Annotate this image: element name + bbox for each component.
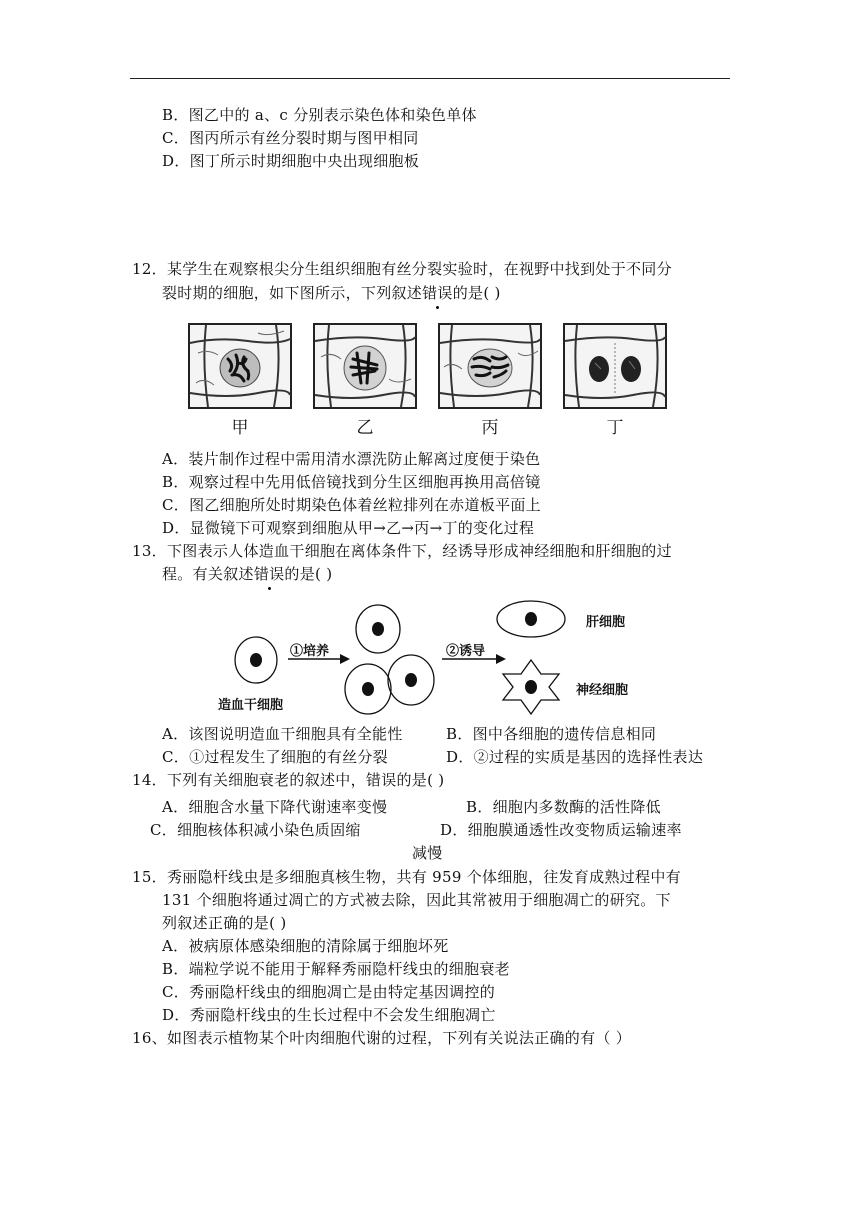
q12-stem-line2: 裂时期的细胞，如下图所示，下列叙述错误的是( ): [162, 284, 501, 302]
q14-option-d: D．细胞膜通透性改变物质运输速率: [440, 821, 682, 839]
q13-option-c: C．①过程发生了细胞的有丝分裂: [162, 748, 388, 766]
q15-option-b: B．端粒学说不能用于解释秀丽隐杆线虫的细胞衰老: [162, 960, 510, 978]
q11-option-d: D．图丁所示时期细胞中央出现细胞板: [162, 152, 420, 170]
q12-option-a: A．装片制作过程中需用清水漂洗防止解离过度便于染色: [162, 450, 541, 468]
figure-label-ding: 丁: [606, 418, 624, 438]
q13-option-b: B．图中各细胞的遗传信息相同: [446, 725, 657, 743]
arrow-culture-head: [340, 654, 350, 664]
q16-stem: 16、如图表示植物某个叶肉细胞代谢的过程，下列有关说法正确的有（ ）: [132, 1029, 632, 1047]
q12-stem-line1: 12．某学生在观察根尖分生组织细胞有丝分裂实验时，在视野中找到处于不同分: [132, 260, 672, 278]
q13-stem-line2: 程。有关叙述错误的是( ): [162, 565, 333, 583]
q14-option-d-cont: 减慢: [412, 844, 443, 862]
q15-stem-line3: 列叙述正确的是( ): [162, 914, 287, 932]
q13-option-d: D．②过程的实质是基因的选择性表达: [446, 748, 704, 766]
q13-stem-line1: 13．下图表示人体造血干细胞在离体条件下，经诱导形成神经细胞和肝细胞的过: [132, 542, 672, 560]
step1-label: ①培养: [290, 644, 330, 659]
q13-option-a: A．该图说明造血干细胞具有全能性: [162, 725, 403, 743]
figure-label-jia: 甲: [231, 418, 249, 438]
q12-option-d: D．显微镜下可观察到细胞从甲→乙→丙→丁的变化过程: [162, 519, 535, 537]
q15-stem-line2: 131 个细胞将通过凋亡的方式被去除，因此其常被用于细胞凋亡的研究。下: [162, 891, 671, 909]
q15-option-c: C．秀丽隐杆线虫的细胞凋亡是由特定基因调控的: [162, 983, 496, 1001]
liver-cell-label: 肝细胞: [586, 615, 626, 630]
q15-option-a: A．被病原体感染细胞的清除属于细胞坏死: [162, 937, 449, 955]
q12-emphasis: 错误: [422, 284, 453, 302]
q11-option-b: B．图乙中的 a、c 分别表示染色体和染色单体: [162, 106, 477, 124]
step2-label: ②诱导: [446, 644, 486, 659]
figure-label-yi: 乙: [356, 418, 374, 438]
q14-option-a: A．细胞含水量下降代谢速率变慢: [162, 798, 388, 816]
stem-cell-nucleus: [250, 653, 262, 667]
q15-stem-line1: 15．秀丽隐杆线虫是多细胞真核生物，共有 959 个体细胞，往发育成熟过程中有: [132, 868, 681, 886]
q11-option-c: C．图丙所示有丝分裂时期与图甲相同: [162, 129, 419, 147]
nerve-cell-label: 神经细胞: [576, 683, 629, 698]
q13-emphasis: 错误: [253, 565, 285, 583]
q14-option-b: B．细胞内多数酶的活性降低: [466, 798, 661, 816]
arrow-induce-head: [496, 654, 506, 664]
q14-stem: 14．下列有关细胞衰老的叙述中，错误的是( ): [132, 771, 445, 789]
q12-option-b: B．观察过程中先用低倍镜找到分生区细胞再换用高倍镜: [162, 473, 541, 491]
q12-option-c: C．图乙细胞所处时期染色体着丝粒排列在赤道板平面上: [162, 496, 541, 514]
q14-option-c: C．细胞核体积减小染色质固缩: [150, 821, 361, 839]
figure-label-bing: 丙: [481, 418, 499, 438]
stem-cell-label: 造血干细胞: [218, 698, 284, 713]
q15-option-d: D．秀丽隐杆线虫的生长过程中不会发生细胞凋亡: [162, 1006, 496, 1024]
